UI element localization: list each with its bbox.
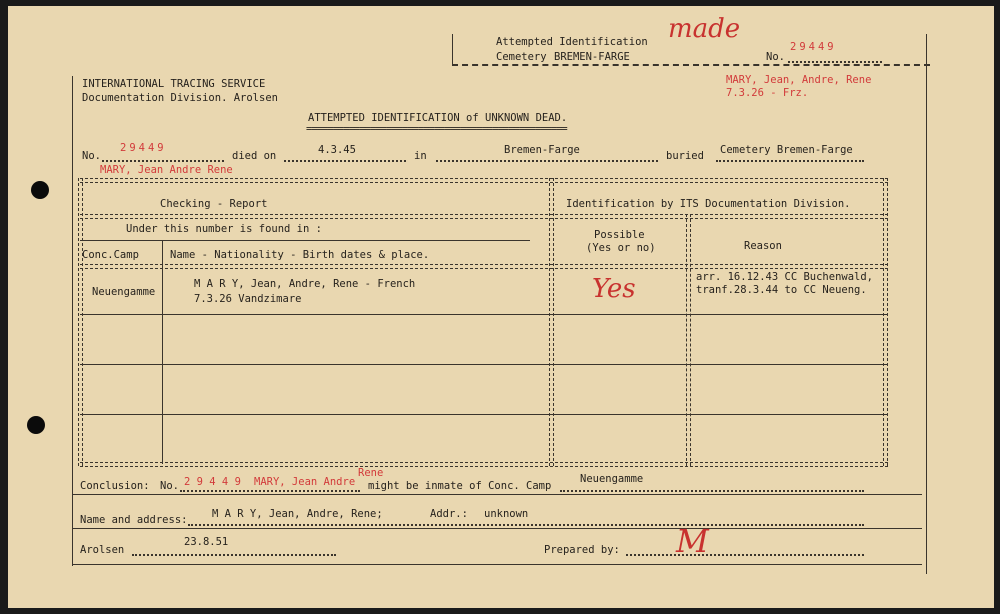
conclusion-no-label: No. <box>160 480 179 492</box>
buried-label: buried <box>666 150 704 162</box>
table-top-border <box>80 178 888 183</box>
left-border <box>72 76 73 566</box>
in-label: in <box>414 150 427 162</box>
row-camp: Neuengamme <box>92 286 156 298</box>
prepared-by-signature: M <box>676 522 709 560</box>
title-underline: ================================================= <box>306 123 567 135</box>
document-title: ATTEMPTED IDENTIFICATION of UNKNOWN DEAD. <box>308 112 568 124</box>
buried-value: Cemetery Bremen-Farge <box>720 144 853 156</box>
row-name-line-2: 7.3.26 Vandzimare <box>194 293 302 305</box>
document-card <box>8 6 994 608</box>
table-bottom-border <box>80 462 888 467</box>
footer-city: Arolsen <box>80 544 125 556</box>
handwritten-made: made <box>668 14 741 44</box>
conclusion-camp: Neuengamme <box>580 473 644 485</box>
name-header: Name - Nationality - Birth dates & place. <box>170 249 430 261</box>
punch-hole-icon <box>27 416 45 434</box>
header-box-left <box>452 34 453 64</box>
reason-header: Reason <box>744 240 782 252</box>
yes-or-no-header: (Yes or no) <box>586 242 656 254</box>
row-reason-line-2: tranf.28.3.44 to CC Neueng. <box>696 284 867 296</box>
record-no-label: No. <box>82 150 101 162</box>
checking-report-header: Checking - Report <box>160 198 268 210</box>
conclusion-text: might be inmate of Conc. Camp <box>368 480 552 492</box>
top-right-date: 7.3.26 - Frz. <box>726 87 809 99</box>
died-value: 4.3.45 <box>318 144 356 156</box>
conclusion-label: Conclusion: <box>80 480 150 492</box>
conc-camp-header: Conc.Camp <box>82 249 139 261</box>
header-no-label: No. <box>766 51 785 63</box>
record-no-value: 29449 <box>120 142 167 154</box>
addr-value: unknown <box>484 508 529 520</box>
header-no-value: 29449 <box>790 41 837 53</box>
footer-date: 23.8.51 <box>184 536 229 548</box>
in-value: Bremen-Farge <box>504 144 580 156</box>
org-line-1: INTERNATIONAL TRACING SERVICE <box>82 78 266 90</box>
conclusion-name-red: MARY, Jean Andre <box>254 476 356 488</box>
prepared-by-label: Prepared by: <box>544 544 620 556</box>
name-address-label: Name and address: <box>80 514 188 526</box>
name-address-value: M A R Y, Jean, Andre, Rene; <box>212 508 383 520</box>
row-possible-handwritten: Yes <box>592 274 636 304</box>
punch-hole-icon <box>31 181 49 199</box>
row-reason-line-1: arr. 16.12.43 CC Buchenwald, <box>696 271 874 283</box>
org-line-2: Documentation Division. Arolsen <box>82 92 278 104</box>
identification-header: Identification by ITS Documentation Division. <box>566 198 851 210</box>
under-number-header: Under this number is found in : <box>126 223 322 235</box>
right-border <box>926 34 927 574</box>
record-name-red: MARY, Jean Andre Rene <box>100 164 233 176</box>
header-box-bottom <box>452 64 930 66</box>
row-name-line-1: M A R Y, Jean, Andre, Rene - French <box>194 278 416 290</box>
possible-header: Possible <box>594 229 645 241</box>
conclusion-name-red-extra: Rene <box>358 467 384 479</box>
top-right-name: MARY, Jean, Andre, Rene <box>726 74 872 86</box>
conclusion-no-value: 2 9 4 4 9 <box>184 476 241 488</box>
died-label: died on <box>232 150 277 162</box>
cemetery-label: Cemetery <box>496 51 547 63</box>
attempted-label: Attempted Identification <box>496 36 648 48</box>
cemetery-value: BREMEN-FARGE <box>554 51 630 63</box>
addr-label: Addr.: <box>430 508 468 520</box>
